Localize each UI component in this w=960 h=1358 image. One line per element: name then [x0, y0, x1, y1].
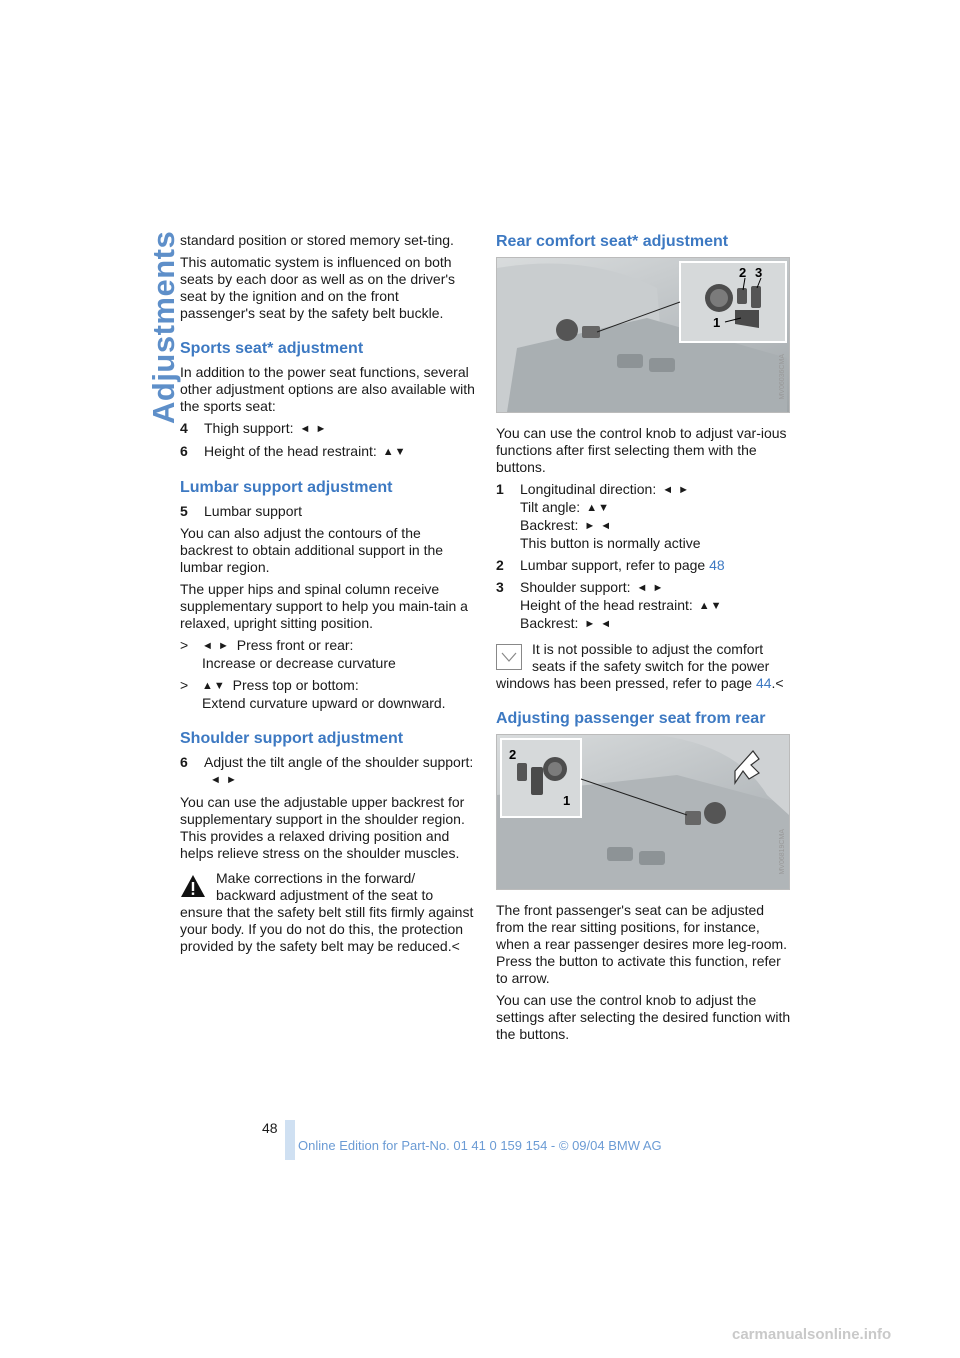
heading-sports-seat: Sports seat* adjustment — [180, 340, 364, 357]
list-item: 5 Lumbar support — [180, 503, 303, 519]
callout-2: 2 — [739, 265, 747, 280]
heading-shoulder-support: Shoulder support adjustment — [180, 730, 404, 747]
callout-2: 2 — [509, 747, 517, 762]
paragraph: standard position or stored memory set-ting. — [180, 232, 454, 248]
heading-rear-comfort-seat: Rear comfort seat* adjustment — [496, 233, 729, 250]
passenger-seat-illustration — [496, 734, 790, 890]
callout-1: 1 — [713, 315, 721, 330]
paragraph: You can use the control knob to adjust the settings after selecting the desired function with the buttons. — [496, 992, 791, 1042]
paragraph: You can use the control knob to adjust var-ious functions after first selecting them with the buttons. — [496, 425, 787, 475]
up-down-arrows-icon: ▲▼ — [382, 446, 407, 458]
note-icon — [496, 644, 522, 670]
paragraph: This automatic system is influenced on both seats by each door as well as on the driver's seat by the ignition and on the front passenger's seat by the safety belt buckle. — [180, 254, 456, 321]
footer-bar — [285, 1120, 295, 1160]
list-item: 3 Shoulder support: ◄ ► Height of the head restraint: ▲▼ Backrest: ► ◄ — [496, 579, 723, 631]
list-item: 6 Height of the head restraint: ▲▼ — [180, 443, 407, 459]
page-link[interactable]: 48 — [709, 557, 725, 573]
list-item: 6 Adjust the tilt angle of the shoulder support:◄ ► — [180, 754, 475, 789]
up-down-arrows-icon: ▲▼ — [586, 502, 610, 514]
paragraph: The front passenger's seat can be adjusted from the rear sitting positions, for instance, when a rear passenger desires more leg-room. Press the button to activate this function, refer to arrow. — [496, 902, 788, 986]
list-item: 4 Thigh support: ◄ ► — [180, 420, 328, 436]
left-right-arrows-icon: ◄ ► — [636, 582, 665, 594]
heading-passenger-seat-rear: Adjusting passenger seat from rear — [496, 710, 766, 727]
paragraph: You can also adjust the contours of the backrest to obtain additional support in the lumbar region. — [180, 525, 444, 575]
heading-lumbar-support: Lumbar support adjustment — [180, 479, 393, 496]
figure-code: MV06819CMA — [779, 829, 786, 875]
callout-1: 1 — [563, 793, 571, 808]
tilt-arrows-icon: ► ◄ — [584, 520, 613, 532]
bullet-item: > ▲▼ Press top or bottom: Extend curvature upward or downward. — [180, 677, 446, 711]
left-column — [180, 232, 475, 960]
list-item: 2 Lumbar support, refer to page 48 — [496, 557, 725, 573]
paragraph: In addition to the power seat functions, several other adjustment options are also available with the sports seat: — [180, 364, 475, 414]
figure-code: MV06036CMA — [779, 354, 786, 400]
up-down-arrows-icon: ▲▼ — [698, 600, 723, 612]
warning-note: Make corrections in the forward/ backward adjustment of the seat to ensure that the safety belt still fits firmly against your body. If you do not do this, the protection provided by the safety belt may be reduced.< — [180, 870, 474, 954]
sidebar-title: Adjustments — [146, 230, 181, 424]
info-note: It is not possible to adjust the comfort seats if the safety switch for the power windows has been pressed, refer to page 44.< — [496, 641, 784, 691]
tilt-arrows-icon: ► ◄ — [584, 618, 613, 630]
left-right-arrows-icon: ◄ ► — [202, 640, 230, 652]
warning-triangle-icon — [180, 873, 206, 899]
left-right-arrows-icon: ◄ ► — [210, 774, 238, 786]
left-right-arrows-icon: ◄ ► — [662, 484, 691, 496]
watermark: carmanualsonline.info — [732, 1326, 892, 1343]
page-link[interactable]: 44 — [755, 675, 772, 691]
bullet-item: > ◄ ► Press front or rear: Increase or decrease curvature — [180, 637, 396, 671]
paragraph: You can use the adjustable upper backrest for supplementary support in the shoulder region. This provides a relaxed driving position and helps relieve stress on the shoulder muscles. — [180, 794, 465, 861]
right-column — [496, 232, 792, 1048]
seat-controls-drawing — [497, 258, 789, 412]
page-number: 48 — [262, 1120, 278, 1136]
callout-3: 3 — [755, 265, 763, 280]
up-down-arrows-icon: ▲▼ — [202, 680, 226, 692]
rear-seat-controls-illustration — [496, 257, 790, 413]
list-item: 1 Longitudinal direction: ◄ ► Tilt angle: ▲▼ Backrest: ► ◄ This button is normally active — [496, 481, 701, 551]
paragraph: The upper hips and spinal column receive supplementary support to help you main-tain a relaxed, upright sitting position. — [180, 581, 468, 631]
left-right-arrows-icon: ◄ ► — [299, 423, 328, 435]
footer-edition-text: Online Edition for Part-No. 01 41 0 159 154 - © 09/04 BMW AG — [298, 1138, 662, 1153]
passenger-seat-drawing — [497, 735, 789, 889]
